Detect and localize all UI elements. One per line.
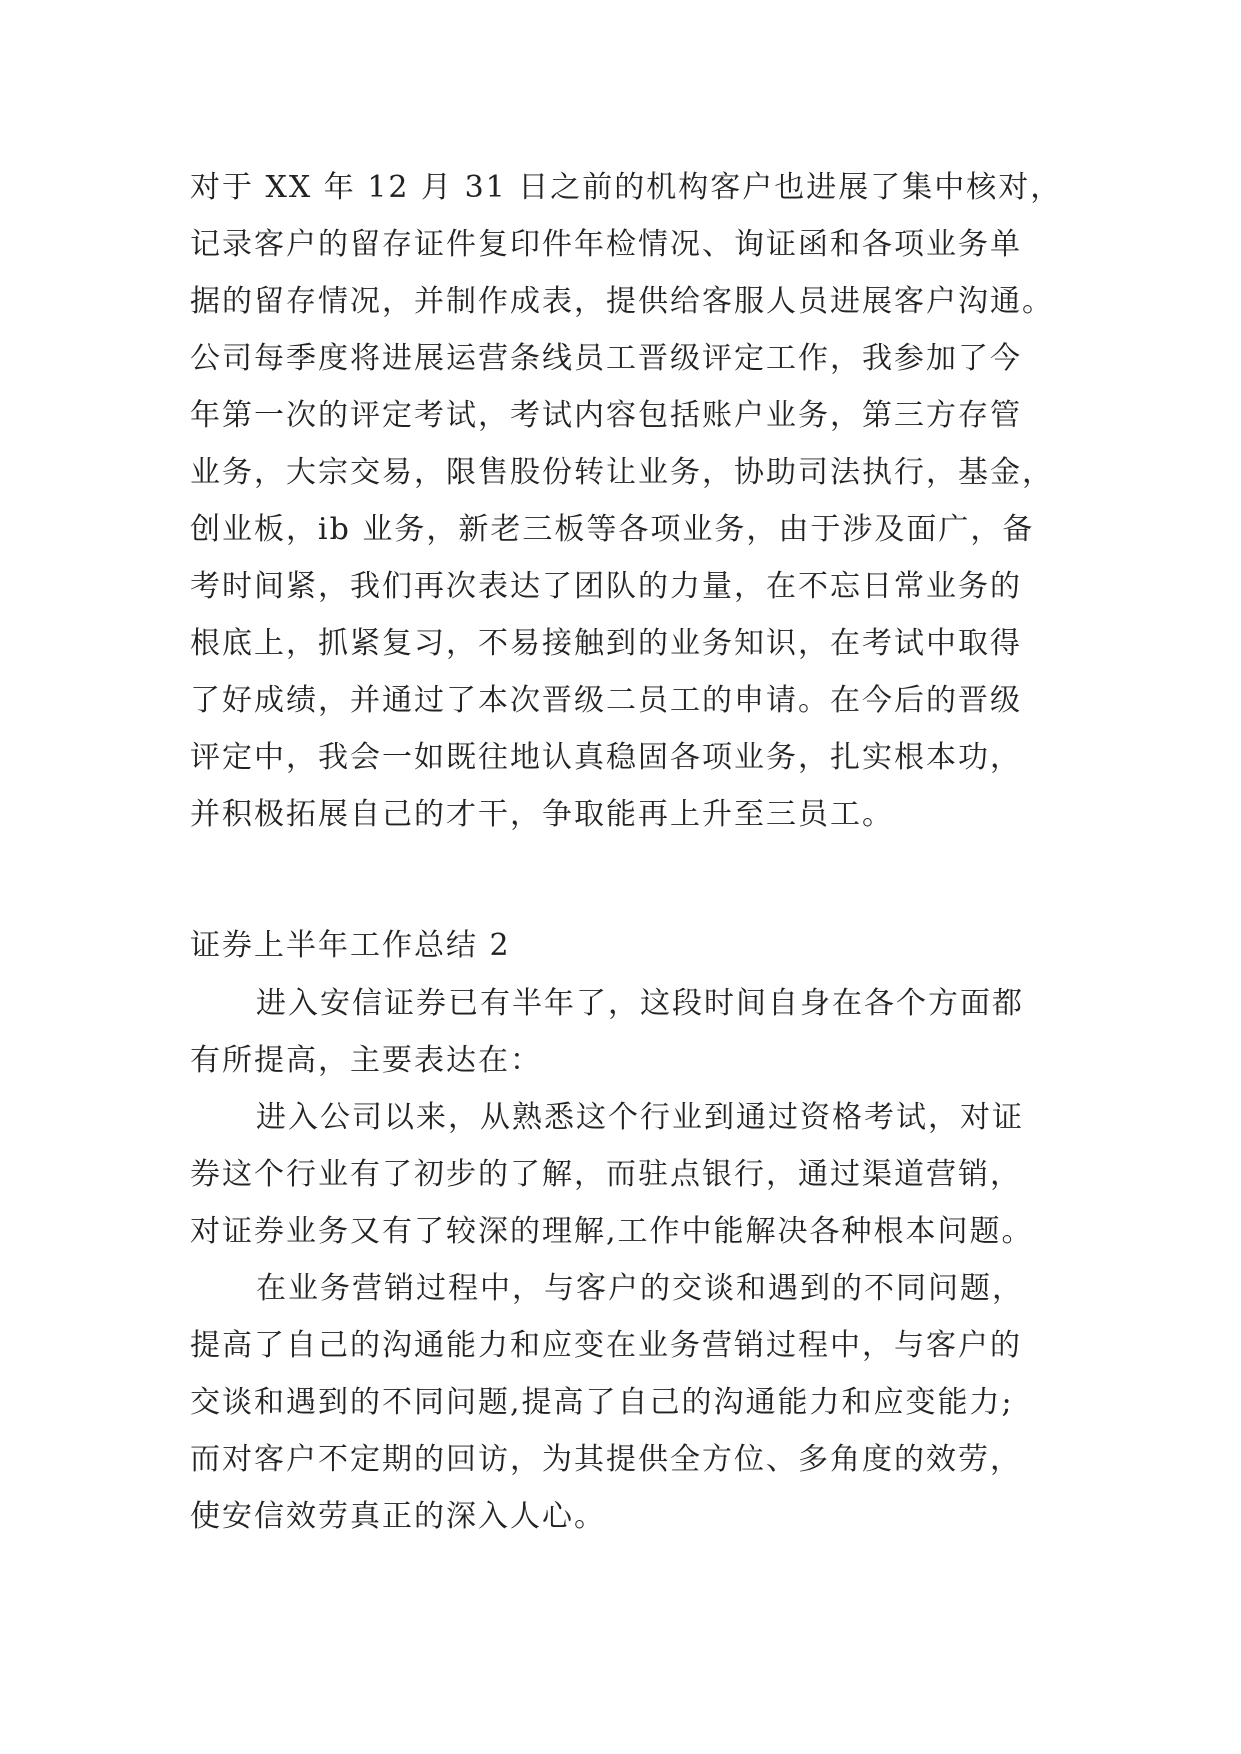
paragraph-line: 进入公司以来，从熟悉这个行业到通过资格考试，对证 [256,1100,1024,1135]
paragraph-line: 创业板，ib 业务，新老三板等各项业务，由于涉及面广，备 [190,512,1035,547]
paragraph-line: 使安信效劳真正的深入人心。 [190,1499,606,1534]
paragraph-line: 券这个行业有了初步的了解，而驻点银行，通过渠道营销， [190,1157,1022,1192]
paragraph-line: 在业务营销过程中，与客户的交谈和遇到的不同问题， [256,1271,1024,1306]
paragraph-line: 了好成绩，并通过了本次晋级二员工的申请。在今后的晋级 [190,683,1022,718]
paragraph-1 [190,159,1063,843]
paragraph-line: 公司每季度将进展运营条线员工晋级评定工作，我参加了今 [190,341,1022,376]
paragraph-line: 进入安信证券已有半年了，这段时间自身在各个方面都 [256,986,1024,1021]
paragraph-line: 据的留存情况，并制作成表，提供给客服人员进展客户沟通。 [190,284,1054,319]
paragraph-line: 交谈和遇到的不同问题,提高了自己的沟通能力和应变能力; [190,1385,1014,1420]
paragraph-line: 有所提高，主要表达在： [190,1043,542,1078]
paragraph-line: 业务，大宗交易，限售股份转让业务，协助司法执行，基金， [190,455,1054,490]
paragraph-line: 对于 XX 年 12 月 31 日之前的机构客户也进展了集中核对， [190,170,1063,205]
section-heading-text: 证券上半年工作总结 2 [190,928,511,963]
paragraph-line: 并积极拓展自己的才干，争取能再上升至三员工。 [190,797,894,832]
paragraph-line: 评定中，我会一如既往地认真稳固各项业务，扎实根本功， [190,740,1022,775]
paragraph-line: 考时间紧，我们再次表达了团队的力量，在不忘日常业务的 [190,569,1022,604]
section-heading [190,917,1060,974]
paragraph-line: 对证券业务又有了较深的理解,工作中能解决各种根本问题。 [190,1214,1034,1249]
paragraph-line: 而对客户不定期的回访，为其提供全方位、多角度的效劳， [190,1442,1022,1477]
paragraph-line: 提高了自己的沟通能力和应变在业务营销过程中，与客户的 [190,1328,1022,1363]
paragraphs-section-2 [190,975,1060,1545]
paragraph-line: 记录客户的留存证件复印件年检情况、询证函和各项业务单 [190,227,1022,262]
paragraph-line: 年第一次的评定考试，考试内容包括账户业务，第三方存管 [190,398,1022,433]
paragraph-line: 根底上，抓紧复习，不易接触到的业务知识，在考试中取得 [190,626,1022,661]
